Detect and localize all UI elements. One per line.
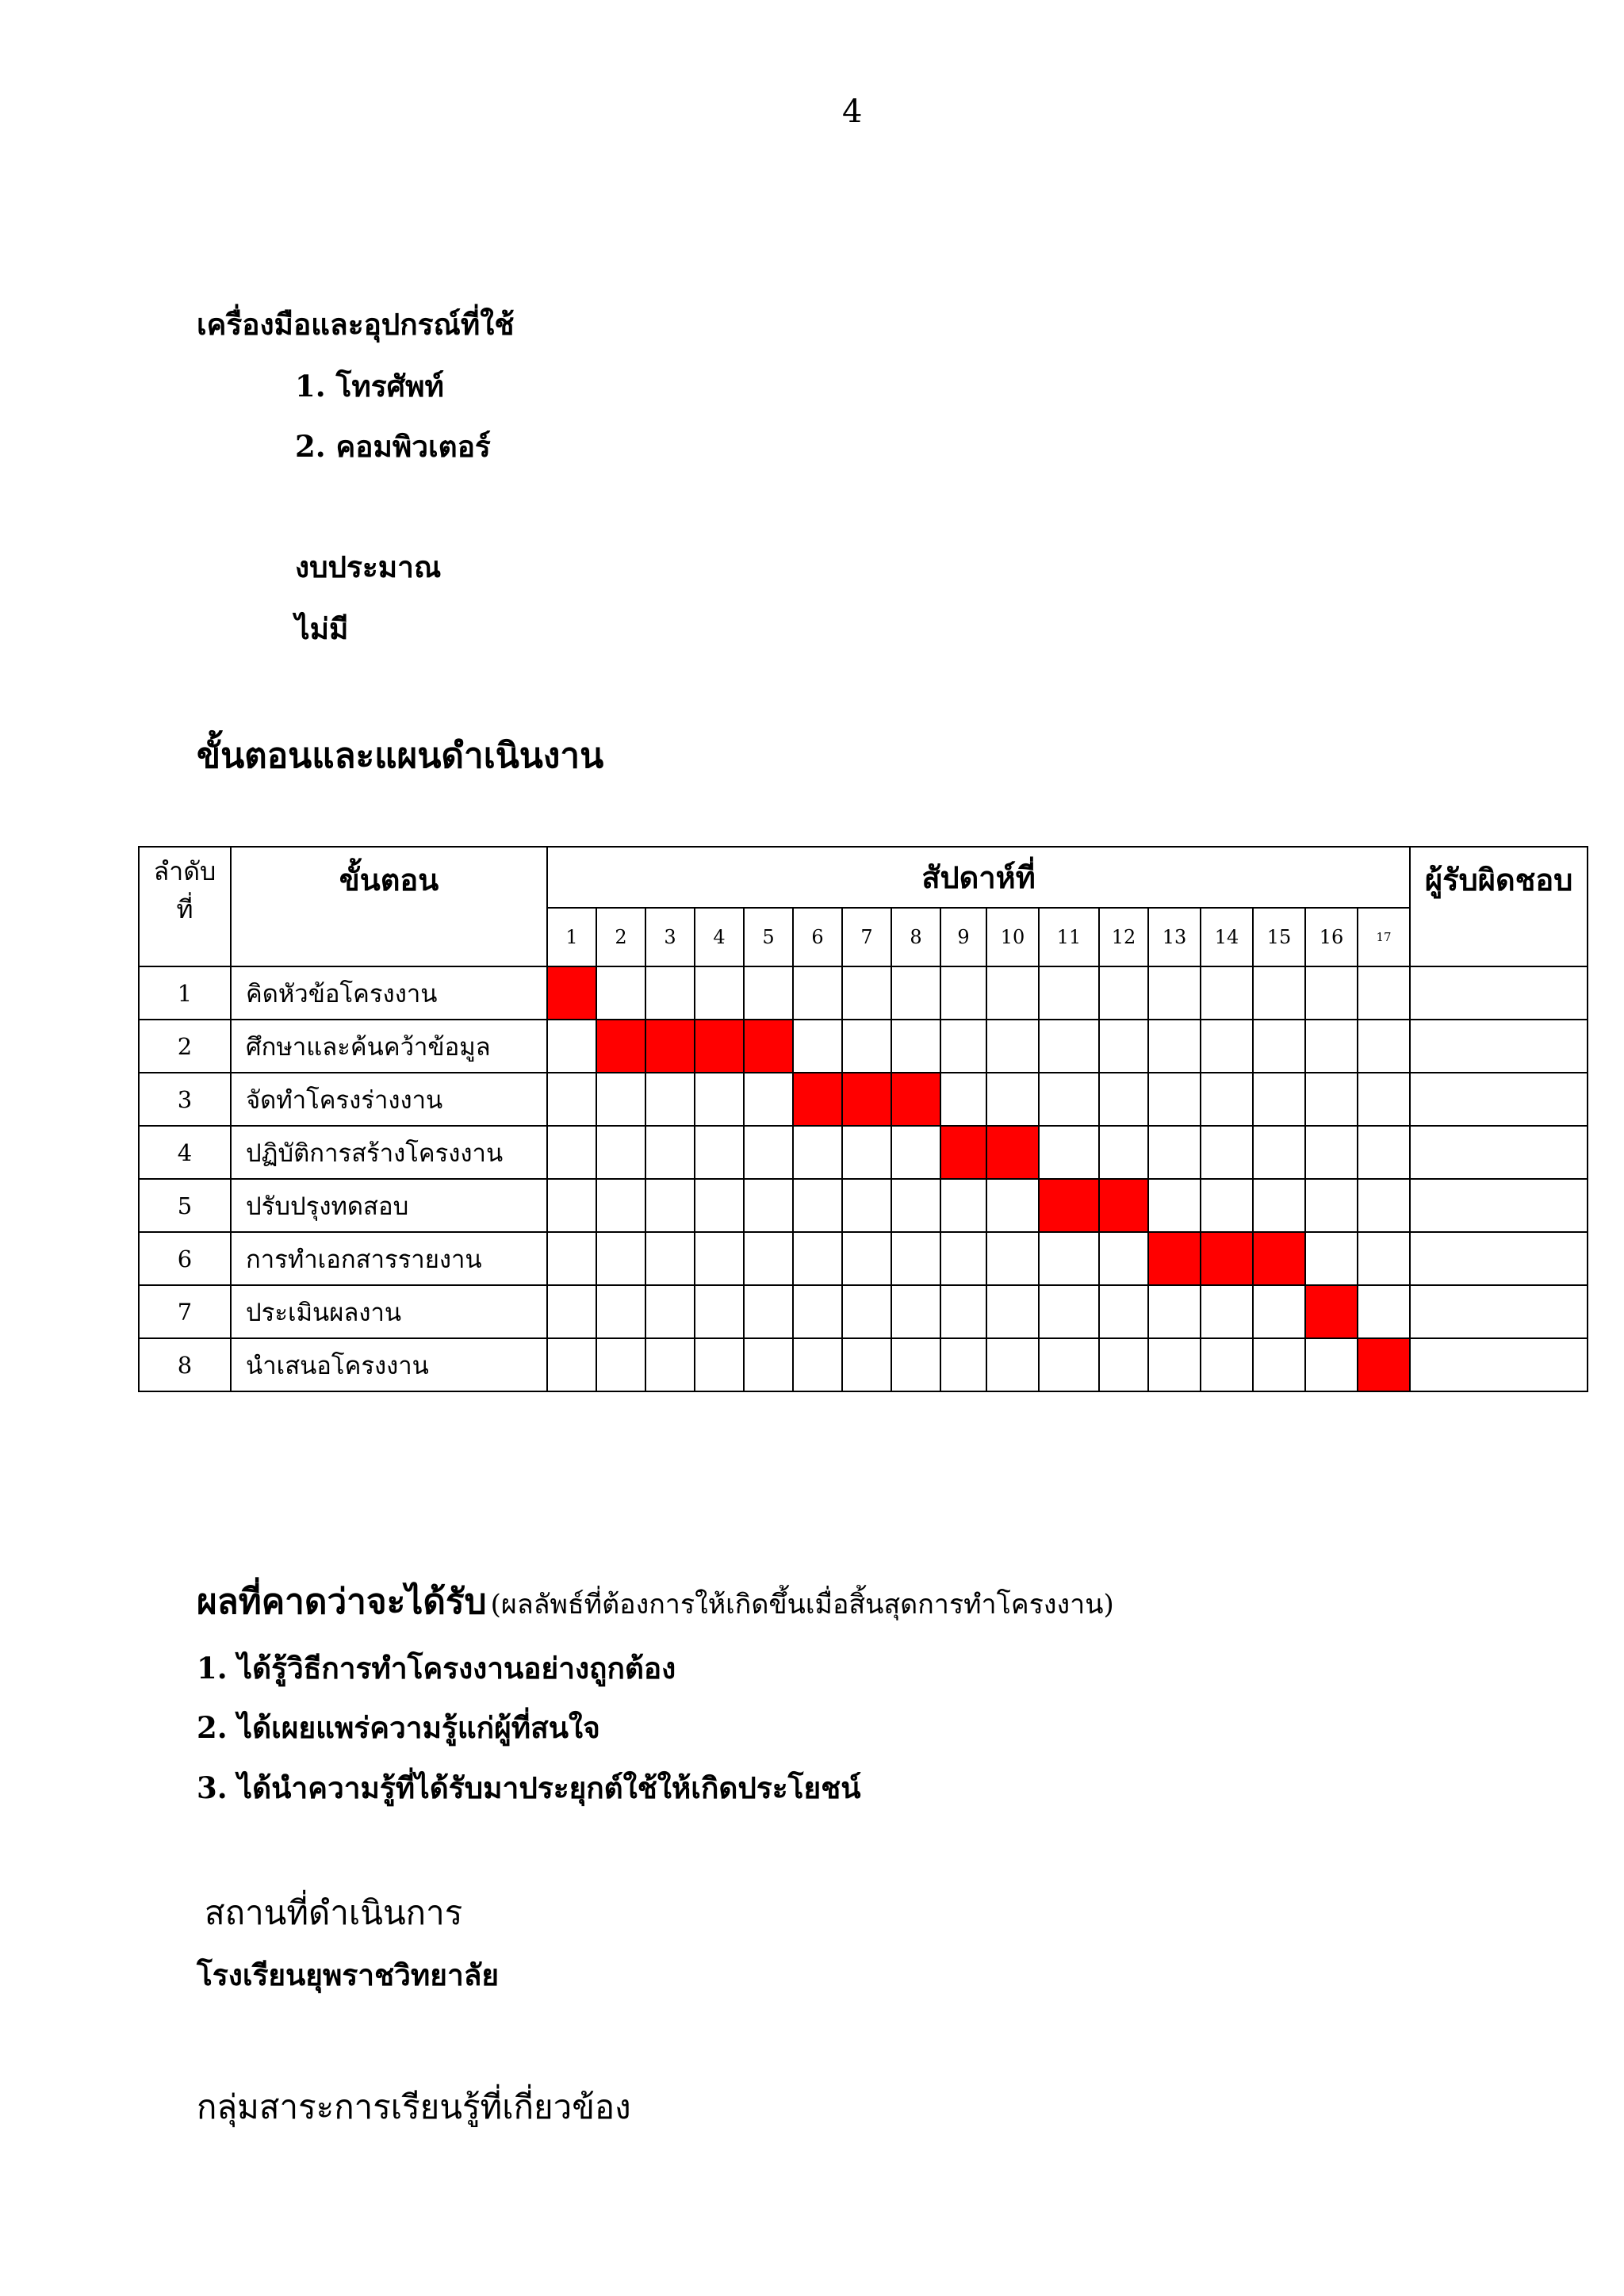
week-header-7: 7 — [842, 908, 891, 966]
gantt-empty-cell — [547, 1179, 596, 1232]
gantt-empty-cell — [645, 966, 695, 1020]
gantt-empty-cell — [645, 1338, 695, 1391]
gantt-empty-cell — [1305, 1338, 1358, 1391]
row-number: 1 — [139, 966, 231, 1020]
gantt-empty-cell — [1201, 1179, 1253, 1232]
gantt-empty-cell — [1099, 1126, 1148, 1179]
gantt-empty-cell — [842, 1020, 891, 1073]
expected-item-1: 1. ได้รู้วิธีการทำโครงงานอย่างถูกต้อง — [197, 1651, 676, 1686]
gantt-empty-cell — [1305, 1179, 1358, 1232]
gantt-empty-cell — [695, 966, 744, 1020]
gantt-empty-cell — [1039, 1338, 1099, 1391]
gantt-empty-cell — [596, 1232, 645, 1285]
gantt-empty-cell — [1148, 1126, 1201, 1179]
expected-item-2: 2. ได้เผยแพร่ความรู้แก่ผู้ที่สนใจ — [197, 1710, 600, 1745]
gantt-empty-cell — [940, 1338, 986, 1391]
gantt-empty-cell — [1099, 1338, 1148, 1391]
gantt-empty-cell — [596, 1073, 645, 1126]
gantt-empty-cell — [645, 1126, 695, 1179]
week-header-17: 17 — [1358, 908, 1410, 966]
gantt-empty-cell — [645, 1232, 695, 1285]
gantt-empty-cell — [793, 1338, 842, 1391]
gantt-empty-cell — [1305, 1232, 1358, 1285]
budget-heading: งบประมาณ — [295, 549, 442, 584]
gantt-empty-cell — [793, 1232, 842, 1285]
gantt-empty-cell — [1039, 1285, 1099, 1338]
week-header-4: 4 — [695, 908, 744, 966]
gantt-empty-cell — [1358, 1179, 1410, 1232]
gantt-empty-cell — [1148, 1020, 1201, 1073]
gantt-empty-cell — [842, 1126, 891, 1179]
week-header-11: 11 — [1039, 908, 1099, 966]
gantt-empty-cell — [1358, 1232, 1410, 1285]
gantt-empty-cell — [891, 1020, 940, 1073]
header-responsible: ผู้รับผิดชอบ — [1410, 847, 1588, 966]
gantt-empty-cell — [940, 1285, 986, 1338]
gantt-empty-cell — [596, 1338, 645, 1391]
gantt-empty-cell — [695, 1338, 744, 1391]
week-header-1: 1 — [547, 908, 596, 966]
gantt-empty-cell — [891, 1338, 940, 1391]
row-task: จัดทำโครงร่างงาน — [231, 1073, 547, 1126]
gantt-empty-cell — [891, 966, 940, 1020]
gantt-header-row — [139, 847, 1588, 908]
gantt-empty-cell — [1358, 1020, 1410, 1073]
gantt-bar-cell — [1099, 1179, 1148, 1232]
table-row — [139, 966, 1588, 1020]
gantt-empty-cell — [940, 1179, 986, 1232]
gantt-bar-cell — [793, 1073, 842, 1126]
header-weeks: สัปดาห์ที่ — [547, 847, 1410, 908]
gantt-bar-cell — [891, 1073, 940, 1126]
week-header-14: 14 — [1201, 908, 1253, 966]
gantt-empty-cell — [940, 1232, 986, 1285]
gantt-bar-cell — [596, 1020, 645, 1073]
gantt-bar-cell — [1148, 1232, 1201, 1285]
week-header-2: 2 — [596, 908, 645, 966]
gantt-empty-cell — [1201, 1285, 1253, 1338]
row-task: การทำเอกสารรายงาน — [231, 1232, 547, 1285]
gantt-empty-cell — [744, 1179, 793, 1232]
gantt-empty-cell — [1099, 1285, 1148, 1338]
subject-group-heading: กลุ่มสาระการเรียนรู้ที่เกี่ยวข้อง — [197, 2087, 631, 2126]
gantt-empty-cell — [986, 1179, 1039, 1232]
expected-heading: ผลที่คาดว่าจะได้รับ — [197, 1582, 487, 1622]
row-number: 4 — [139, 1126, 231, 1179]
gantt-empty-cell — [1253, 1073, 1305, 1126]
gantt-empty-cell — [1201, 1338, 1253, 1391]
page-number: 4 — [842, 94, 863, 130]
row-task: นำเสนอโครงงาน — [231, 1338, 547, 1391]
row-task: ประเมินผลงาน — [231, 1285, 547, 1338]
gantt-empty-cell — [842, 966, 891, 1020]
gantt-empty-cell — [744, 1073, 793, 1126]
gantt-empty-cell — [1148, 1179, 1201, 1232]
gantt-empty-cell — [1305, 1126, 1358, 1179]
gantt-bar-cell — [695, 1020, 744, 1073]
gantt-empty-cell — [1148, 966, 1201, 1020]
expected-item-3: 3. ได้นำความรู้ที่ได้รับมาประยุกต์ใช้ให้เกิดประโยชน์ — [197, 1770, 861, 1805]
row-task: คิดหัวข้อโครงงาน — [231, 966, 547, 1020]
gantt-empty-cell — [596, 1126, 645, 1179]
row-task: ปฏิบัติการสร้างโครงงาน — [231, 1126, 547, 1179]
gantt-empty-cell — [1201, 1073, 1253, 1126]
tools-heading: เครื่องมือและอุปกรณ์ที่ใช้ — [197, 307, 515, 342]
tools-item-1: 1. โทรศัพท์ — [295, 369, 444, 404]
table-row — [139, 1338, 1588, 1391]
gantt-empty-cell — [891, 1232, 940, 1285]
gantt-empty-cell — [1039, 966, 1099, 1020]
gantt-empty-cell — [1253, 1285, 1305, 1338]
gantt-empty-cell — [645, 1179, 695, 1232]
table-row — [139, 1020, 1588, 1073]
gantt-bar-cell — [1305, 1285, 1358, 1338]
row-number: 5 — [139, 1179, 231, 1232]
gantt-empty-cell — [547, 1126, 596, 1179]
gantt-empty-cell — [986, 966, 1039, 1020]
row-responsible — [1410, 1338, 1588, 1391]
gantt-bar-cell — [547, 966, 596, 1020]
row-task: ปรับปรุงทดสอบ — [231, 1179, 547, 1232]
gantt-empty-cell — [547, 1232, 596, 1285]
row-responsible — [1410, 1126, 1588, 1179]
header-steps: ขั้นตอน — [231, 847, 547, 966]
week-header-8: 8 — [891, 908, 940, 966]
gantt-bar-cell — [986, 1126, 1039, 1179]
gantt-empty-cell — [1039, 1126, 1099, 1179]
gantt-table — [138, 846, 1588, 1392]
gantt-empty-cell — [793, 1285, 842, 1338]
expected-note: (ผลลัพธ์ที่ต้องการให้เกิดขึ้นเมื่อสิ้นสุดการทำโครงงาน) — [490, 1589, 1114, 1621]
week-header-16: 16 — [1305, 908, 1358, 966]
gantt-empty-cell — [891, 1179, 940, 1232]
table-row — [139, 1126, 1588, 1179]
gantt-bar-cell — [1253, 1232, 1305, 1285]
gantt-empty-cell — [596, 1179, 645, 1232]
week-header-13: 13 — [1148, 908, 1201, 966]
gantt-empty-cell — [695, 1179, 744, 1232]
gantt-empty-cell — [1099, 1073, 1148, 1126]
gantt-empty-cell — [1039, 1073, 1099, 1126]
gantt-empty-cell — [744, 1338, 793, 1391]
gantt-bar-cell — [744, 1020, 793, 1073]
gantt-empty-cell — [596, 1285, 645, 1338]
gantt-empty-cell — [695, 1126, 744, 1179]
gantt-empty-cell — [1305, 966, 1358, 1020]
tools-item-2: 2. คอมพิวเตอร์ — [295, 429, 491, 464]
gantt-empty-cell — [1305, 1020, 1358, 1073]
gantt-empty-cell — [547, 1285, 596, 1338]
gantt-empty-cell — [793, 1126, 842, 1179]
gantt-empty-cell — [547, 1073, 596, 1126]
week-header-6: 6 — [793, 908, 842, 966]
row-responsible — [1410, 1073, 1588, 1126]
gantt-bar-cell — [1358, 1338, 1410, 1391]
gantt-empty-cell — [1253, 966, 1305, 1020]
location-heading: สถานที่ดำเนินการ — [205, 1893, 463, 1932]
header-order-line2: ที่ — [176, 894, 193, 924]
gantt-bar-cell — [842, 1073, 891, 1126]
gantt-empty-cell — [986, 1285, 1039, 1338]
gantt-empty-cell — [891, 1285, 940, 1338]
gantt-bar-cell — [1201, 1232, 1253, 1285]
gantt-bar-cell — [1039, 1179, 1099, 1232]
gantt-empty-cell — [986, 1020, 1039, 1073]
gantt-empty-cell — [793, 966, 842, 1020]
gantt-empty-cell — [1148, 1285, 1201, 1338]
week-header-5: 5 — [744, 908, 793, 966]
gantt-empty-cell — [793, 1179, 842, 1232]
gantt-empty-cell — [1358, 1126, 1410, 1179]
row-responsible — [1410, 966, 1588, 1020]
row-number: 2 — [139, 1020, 231, 1073]
table-row — [139, 1073, 1588, 1126]
gantt-empty-cell — [744, 1126, 793, 1179]
budget-value: ไม่มี — [295, 611, 349, 646]
row-number: 7 — [139, 1285, 231, 1338]
week-header-3: 3 — [645, 908, 695, 966]
gantt-empty-cell — [1148, 1073, 1201, 1126]
gantt-empty-cell — [695, 1232, 744, 1285]
row-number: 6 — [139, 1232, 231, 1285]
gantt-empty-cell — [986, 1073, 1039, 1126]
gantt-empty-cell — [1148, 1338, 1201, 1391]
gantt-empty-cell — [596, 966, 645, 1020]
week-header-10: 10 — [986, 908, 1039, 966]
expected-heading-line — [197, 1574, 1114, 1629]
gantt-empty-cell — [1099, 1020, 1148, 1073]
gantt-empty-cell — [1039, 1020, 1099, 1073]
location-value: โรงเรียนยุพราชวิทยาลัย — [197, 1957, 500, 1992]
gantt-bar-cell — [940, 1126, 986, 1179]
table-row — [139, 1285, 1588, 1338]
gantt-empty-cell — [842, 1285, 891, 1338]
gantt-empty-cell — [1201, 1020, 1253, 1073]
gantt-empty-cell — [1099, 966, 1148, 1020]
gantt-empty-cell — [940, 966, 986, 1020]
gantt-empty-cell — [547, 1338, 596, 1391]
gantt-empty-cell — [744, 966, 793, 1020]
table-row — [139, 1232, 1588, 1285]
row-task: ศึกษาและค้นคว้าข้อมูล — [231, 1020, 547, 1073]
gantt-empty-cell — [793, 1020, 842, 1073]
header-order-line1: ลำดับ — [153, 856, 216, 886]
gantt-empty-cell — [695, 1073, 744, 1126]
gantt-empty-cell — [986, 1232, 1039, 1285]
gantt-empty-cell — [1201, 1126, 1253, 1179]
row-responsible — [1410, 1285, 1588, 1338]
gantt-empty-cell — [1099, 1232, 1148, 1285]
table-row — [139, 1179, 1588, 1232]
gantt-empty-cell — [940, 1073, 986, 1126]
gantt-empty-cell — [1253, 1338, 1305, 1391]
gantt-empty-cell — [645, 1285, 695, 1338]
row-number: 8 — [139, 1338, 231, 1391]
gantt-empty-cell — [842, 1338, 891, 1391]
gantt-empty-cell — [547, 1020, 596, 1073]
row-responsible — [1410, 1232, 1588, 1285]
gantt-empty-cell — [891, 1126, 940, 1179]
gantt-empty-cell — [1305, 1073, 1358, 1126]
gantt-empty-cell — [842, 1232, 891, 1285]
week-header-15: 15 — [1253, 908, 1305, 966]
gantt-empty-cell — [1358, 966, 1410, 1020]
gantt-empty-cell — [1201, 966, 1253, 1020]
gantt-empty-cell — [1253, 1126, 1305, 1179]
gantt-empty-cell — [645, 1073, 695, 1126]
header-order — [139, 847, 231, 966]
plan-heading: ขั้นตอนและแผนดำเนินงาน — [197, 736, 604, 776]
gantt-empty-cell — [1253, 1179, 1305, 1232]
gantt-empty-cell — [1039, 1232, 1099, 1285]
gantt-empty-cell — [986, 1338, 1039, 1391]
row-number: 3 — [139, 1073, 231, 1126]
gantt-empty-cell — [695, 1285, 744, 1338]
gantt-empty-cell — [940, 1020, 986, 1073]
week-header-12: 12 — [1099, 908, 1148, 966]
gantt-empty-cell — [1358, 1285, 1410, 1338]
gantt-empty-cell — [744, 1232, 793, 1285]
week-header-9: 9 — [940, 908, 986, 966]
row-responsible — [1410, 1020, 1588, 1073]
gantt-empty-cell — [744, 1285, 793, 1338]
gantt-empty-cell — [1358, 1073, 1410, 1126]
gantt-empty-cell — [842, 1179, 891, 1232]
gantt-empty-cell — [1253, 1020, 1305, 1073]
row-responsible — [1410, 1179, 1588, 1232]
gantt-bar-cell — [645, 1020, 695, 1073]
